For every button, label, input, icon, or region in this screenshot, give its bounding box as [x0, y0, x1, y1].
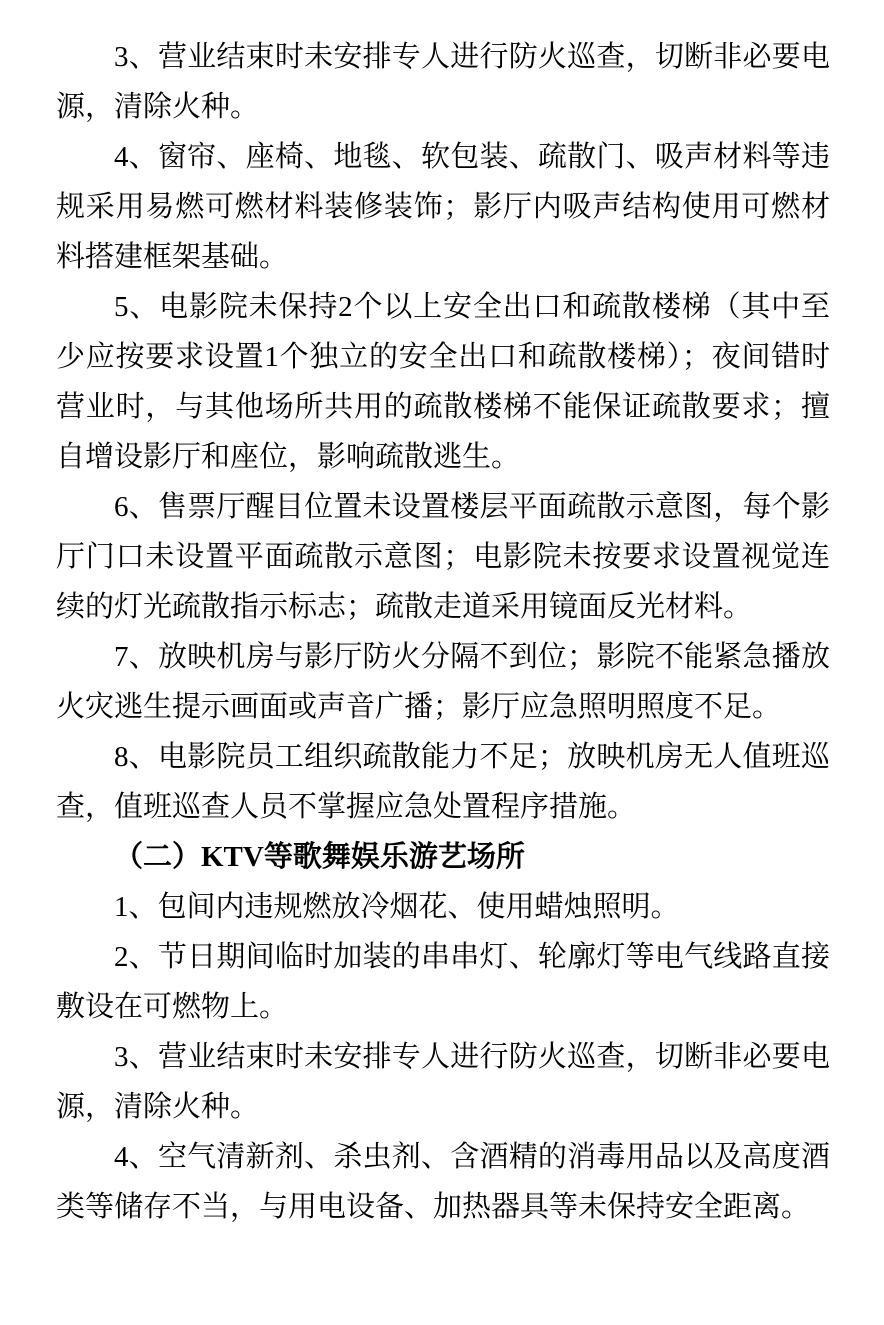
section-heading-ktv: （二）KTV等歌舞娱乐游艺场所 [114, 841, 525, 873]
para-ktv-item-4: 4、空气清新剂、杀虫剂、含酒精的消毒用品以及高度酒类等储存不当，与用电设备、加热器具等未保持安全距离。 [56, 1141, 830, 1223]
para-cinema-item-7: 7、放映机房与影厅防火分隔不到位；影院不能紧急播放火灾逃生提示画面或声音广播；影厅应急照明照度不足。 [56, 641, 830, 723]
para-cinema-item-4: 4、窗帘、座椅、地毯、软包装、疏散门、吸声材料等违规采用易燃可燃材料装修装饰；影厅内吸声结构使用可燃材料搭建框架基础。 [56, 141, 830, 273]
para-cinema-item-6: 6、售票厅醒目位置未设置楼层平面疏散示意图，每个影厅门口未设置平面疏散示意图；电影院未按要求设置视觉连续的灯光疏散指示标志；疏散走道采用镜面反光材料。 [56, 491, 830, 623]
para-ktv-item-3: 3、营业结束时未安排专人进行防火巡查，切断非必要电源，清除火种。 [56, 1041, 830, 1123]
para-cinema-item-3: 3、营业结束时未安排专人进行防火巡查，切断非必要电源，清除火种。 [56, 41, 830, 123]
para-ktv-item-1: 1、包间内违规燃放冷烟花、使用蜡烛照明。 [114, 891, 680, 923]
para-cinema-item-5: 5、电影院未保持2个以上安全出口和疏散楼梯（其中至少应按要求设置1个独立的安全出口和疏散楼梯）；夜间错时营业时，与其他场所共用的疏散楼梯不能保证疏散要求；擅自增设影厅和座位，影响疏散逃生。 [56, 291, 830, 473]
para-ktv-item-2: 2、节日期间临时加装的串串灯、轮廓灯等电气线路直接敷设在可燃物上。 [56, 941, 830, 1023]
para-cinema-item-8: 8、电影院员工组织疏散能力不足；放映机房无人值班巡查，值班巡查人员不掌握应急处置程序措施。 [56, 741, 830, 823]
